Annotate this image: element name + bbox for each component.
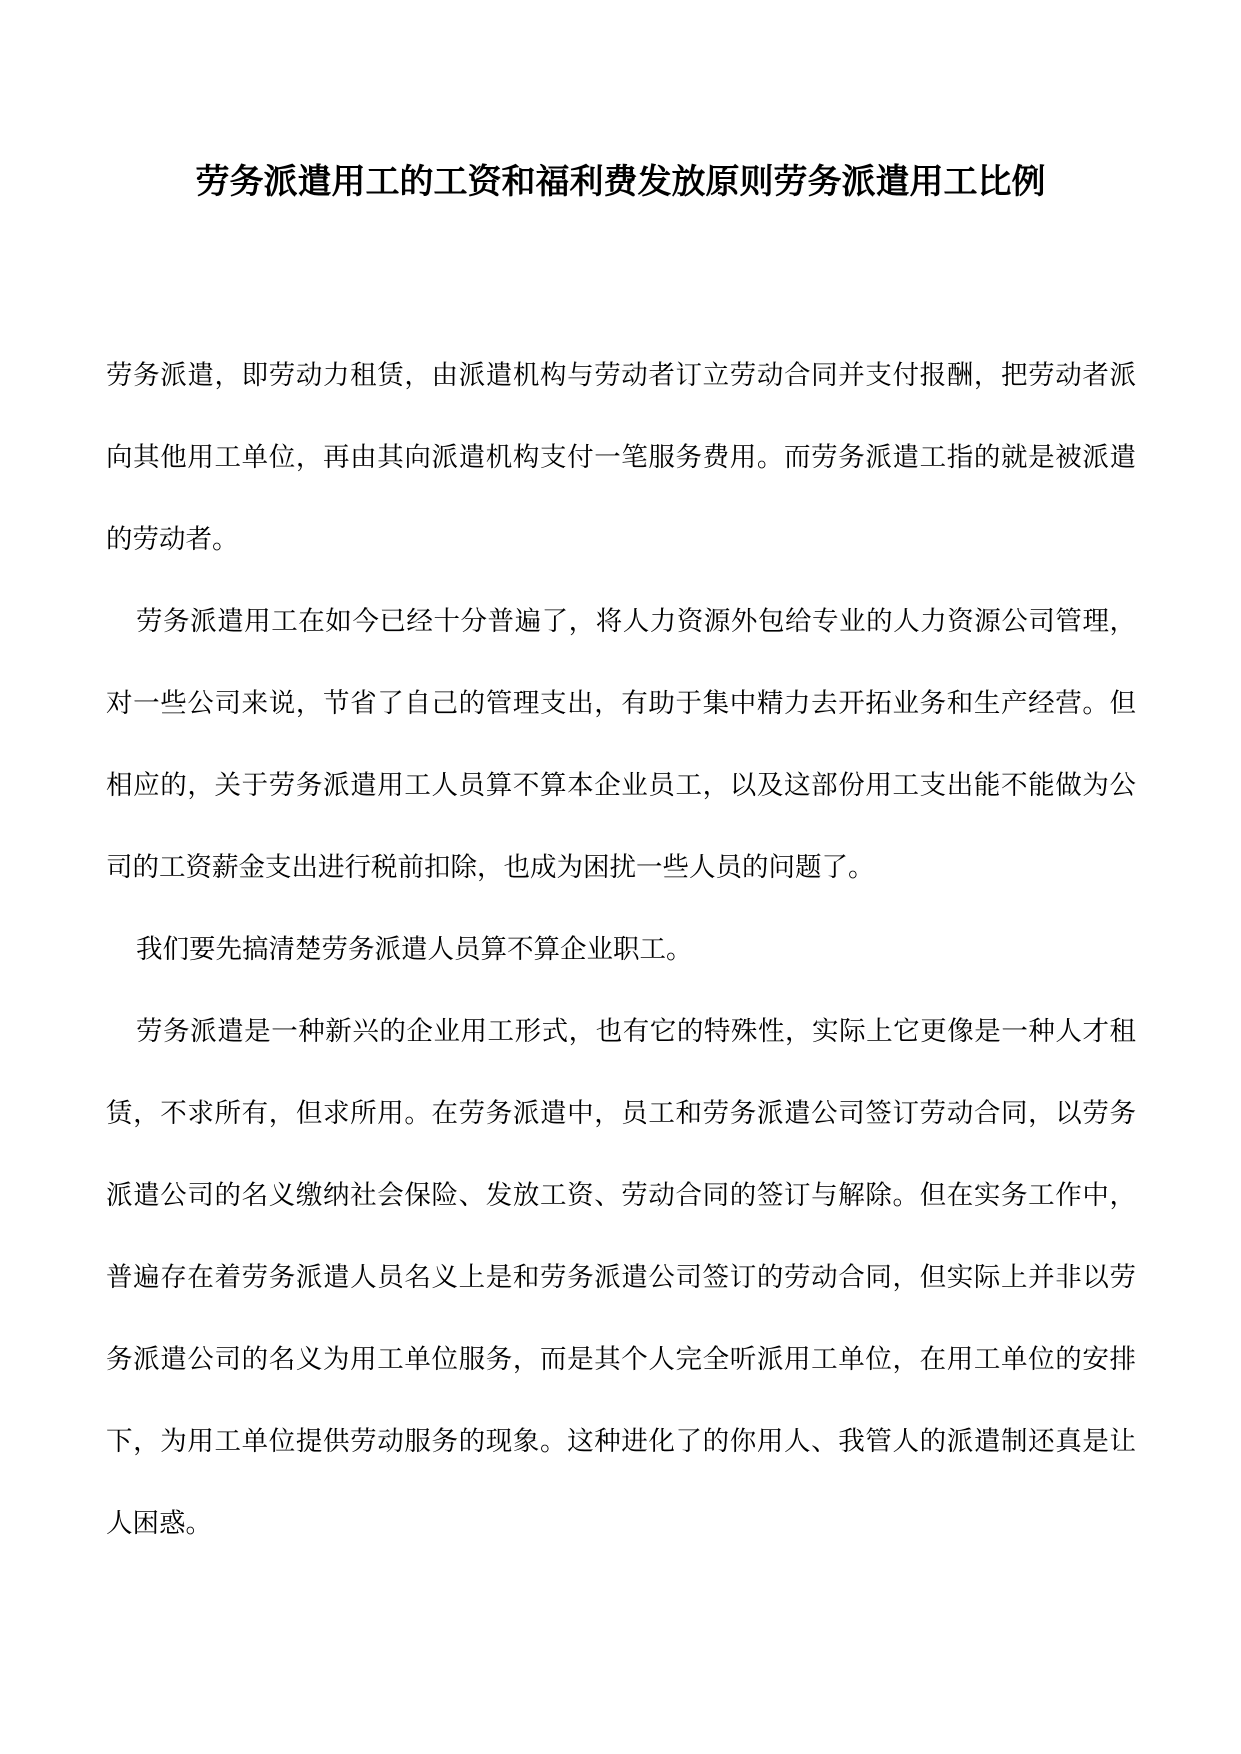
paragraph-characteristics: 劳务派遣是一种新兴的企业用工形式，也有它的特殊性，实际上它更像是一种人才租赁，不求所有，但求所用。在劳务派遣中，员工和劳务派遣公司签订劳动合同，以劳务派遣公司的名义缴纳社会保险、发放工资、劳动合同的签订与解除。但在实务工作中，普遍存在着劳务派遣人员名义上是和劳务派遣公司签订的劳动合同，但实际上并非以劳务派遣公司的名义为用工单位服务，而是其个人完全听派用工单位，在用工单位的安排下，为用工单位提供劳动服务的现象。这种进化了的你用人、我管人的派遣制还真是让人困惑。 bbox=[106, 1016, 1136, 1539]
paragraph-definition: 劳务派遣，即劳动力租赁，由派遣机构与劳动者订立劳动合同并支付报酬，把劳动者派向其他用工单位，再由其向派遣机构支付一笔服务费用。而劳务派遣工指的就是被派遣的劳动者。 bbox=[106, 360, 1136, 555]
paragraph-popularity: 劳务派遣用工在如今已经十分普遍了，将人力资源外包给专业的人力资源公司管理，对一些公司来说，节省了自己的管理支出，有助于集中精力去开拓业务和生产经营。但相应的，关于劳务派遣用工人员算不算本企业员工，以及这部份用工支出能不能做为公司的工资薪金支出进行税前扣除，也成为困扰一些人员的问题了。 bbox=[106, 606, 1136, 883]
document-title: 劳务派遣用工的工资和福利费发放原则劳务派遣用工比例 bbox=[195, 162, 1046, 202]
paragraph-question: 我们要先搞清楚劳务派遣人员算不算企业职工。 bbox=[136, 934, 693, 965]
document-body bbox=[106, 335, 1136, 1565]
